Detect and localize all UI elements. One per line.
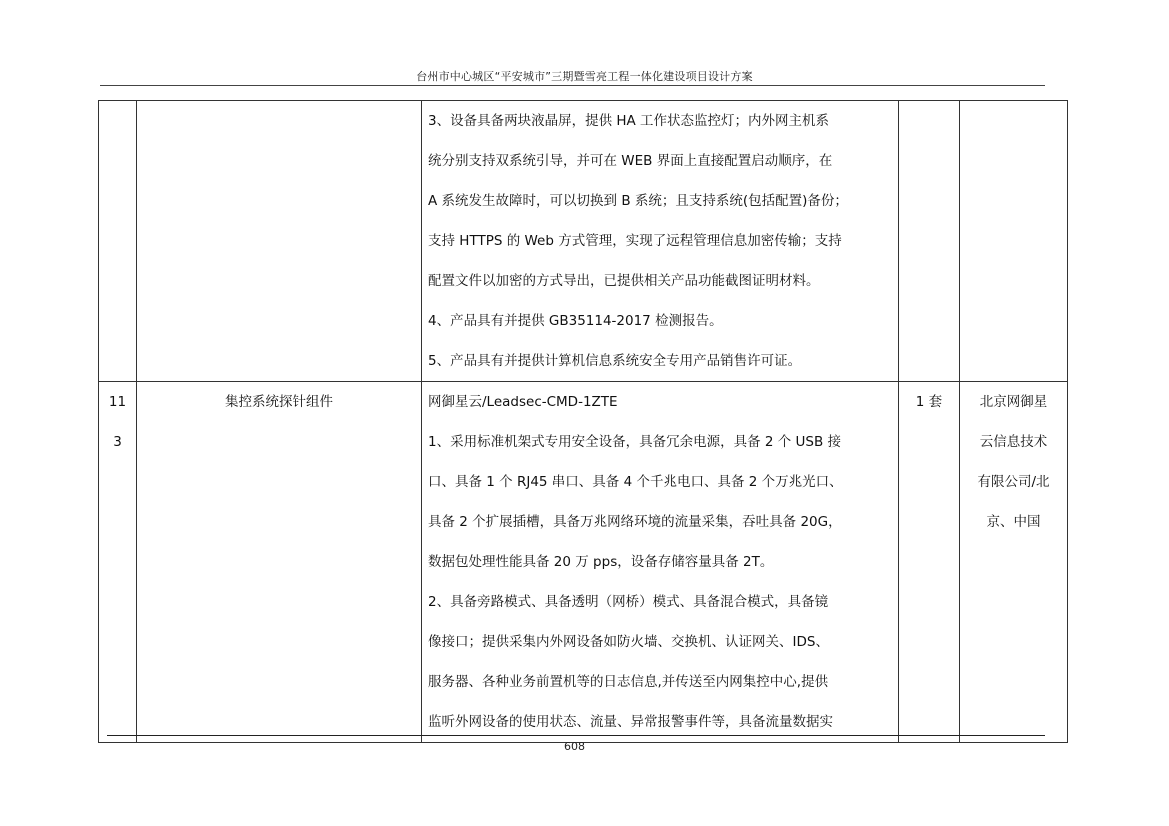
spec-line: 支持 HTTPS 的 Web 方式管理，实现了远程管理信息加密传输；支持 xyxy=(428,233,842,249)
table-row-113 xyxy=(99,382,1068,743)
spec-line: 数据包处理性能具备 20 万 pps，设备存储容量具备 2T。 xyxy=(428,554,774,570)
table-row-continuation xyxy=(99,101,1068,382)
vendor-cell-empty xyxy=(960,101,1068,382)
vendor-cell xyxy=(960,382,1068,743)
quantity-cell xyxy=(899,382,960,743)
spec-line: 像接口；提供采集内外网设备如防火墙、交换机、认证网关、IDS、 xyxy=(428,634,829,650)
spec-line: 具备 2 个扩展插槽，具备万兆网络环境的流量采集，吞吐具备 20G， xyxy=(428,514,842,530)
product-name: 集控系统探针组件 xyxy=(225,394,333,410)
name-cell xyxy=(137,382,422,743)
spec-line: 1、采用标准机架式专用安全设备，具备冗余电源，具备 2 个 USB 接 xyxy=(428,434,842,450)
vendor-line: 有限公司/北 xyxy=(977,474,1050,490)
header-rule xyxy=(100,85,1045,86)
spec-line: 网御星云/Leadsec-CMD-1ZTE xyxy=(428,394,618,410)
quantity-cell-empty xyxy=(899,101,960,382)
spec-cell xyxy=(422,382,899,743)
vendor-line: 京、中国 xyxy=(986,514,1041,530)
spec-line: 4、产品具有并提供 GB35114-2017 检测报告。 xyxy=(428,313,723,329)
vendor-line: 云信息技术 xyxy=(979,434,1048,450)
spec-table xyxy=(98,100,1068,743)
spec-line: 5、产品具有并提供计算机信息系统安全专用产品销售许可证。 xyxy=(428,353,802,369)
index-cell-empty xyxy=(99,101,137,382)
spec-line: 服务器、各种业务前置机等的日志信息,并传送至内网集控中心,提供 xyxy=(428,674,829,690)
quantity-value: 1 套 xyxy=(915,394,943,410)
spec-line: 3、设备具备两块液晶屏，提供 HA 工作状态监控灯；内外网主机系 xyxy=(428,113,830,129)
spec-cell xyxy=(422,101,899,382)
spec-line: 2、具备旁路模式、具备透明（网桥）模式、具备混合模式，具备镜 xyxy=(428,594,829,610)
vendor-line: 北京网御星 xyxy=(979,394,1048,410)
name-cell-empty xyxy=(137,101,422,382)
index-line: 3 xyxy=(113,434,122,450)
page-header-title: 台州市中心城区“平安城市”三期暨雪亮工程一体化建设项目设计方案 xyxy=(416,70,753,83)
spec-line: A 系统发生故障时，可以切换到 B 系统；且支持系统(包括配置)备份； xyxy=(428,193,848,209)
spec-line: 监听外网设备的使用状态、流量、异常报警事件等，具备流量数据实 xyxy=(428,714,833,730)
spec-line: 口、具备 1 个 RJ45 串口、具备 4 个千兆电口、具备 2 个万兆光口、 xyxy=(428,474,843,490)
index-cell xyxy=(99,382,137,743)
index-line: 11 xyxy=(108,394,127,410)
spec-line: 配置文件以加密的方式导出，已提供相关产品功能截图证明材料。 xyxy=(428,273,820,289)
page-number: 608 xyxy=(564,740,585,753)
spec-line: 统分别支持双系统引导，并可在 WEB 界面上直接配置启动顺序，在 xyxy=(428,153,833,169)
footer-rule xyxy=(107,735,1045,736)
